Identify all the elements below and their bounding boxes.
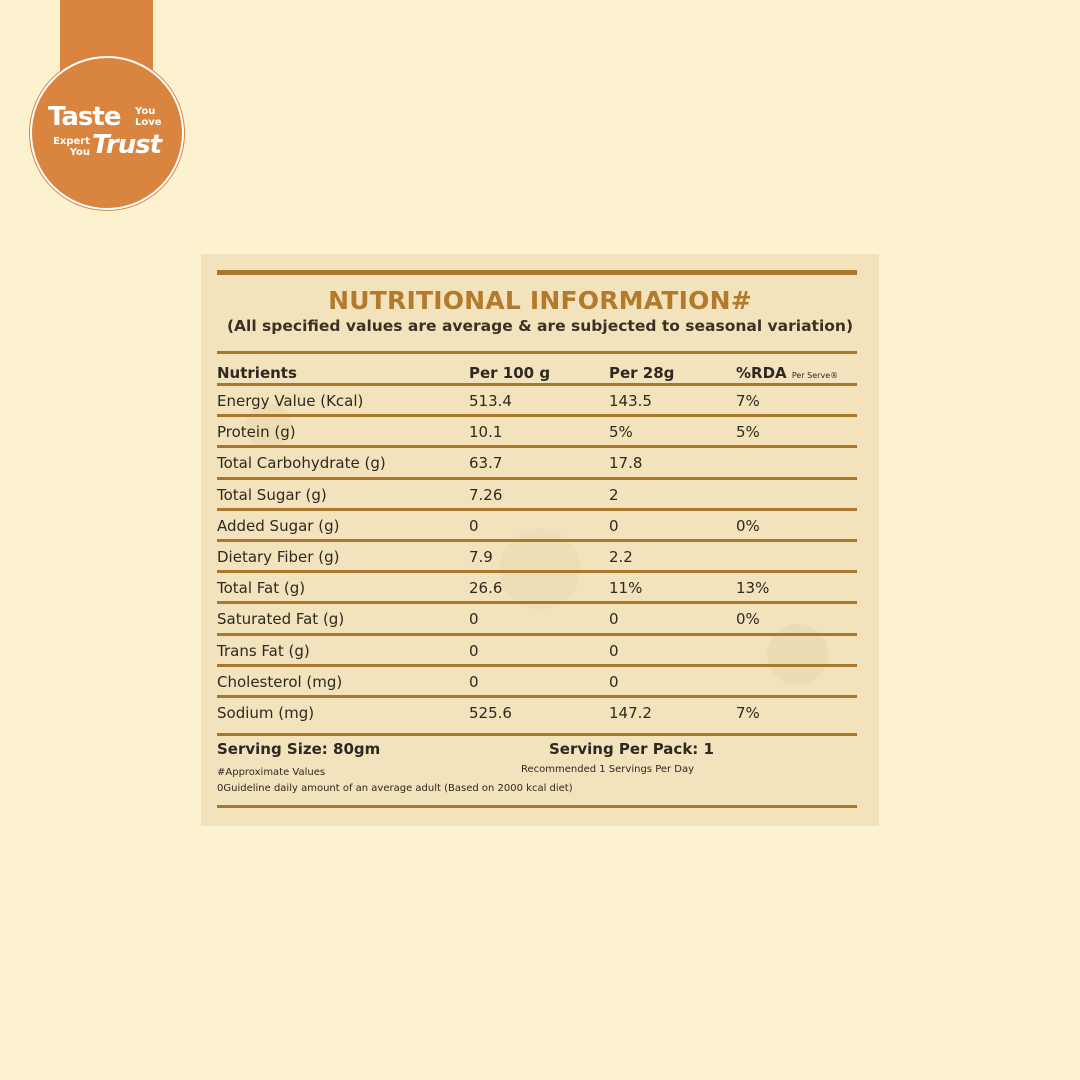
nutrient-name: Total Carbohydrate (g): [217, 454, 386, 473]
header-nutrients: Nutrients: [217, 364, 297, 382]
value-per-100g: 0: [469, 516, 479, 535]
serving-per-pack: Serving Per Pack: 1: [549, 740, 714, 758]
bottom-rule: [217, 805, 857, 808]
value-per-100g: 513.4: [469, 392, 512, 410]
top-rule: [217, 270, 857, 275]
table-row: [217, 417, 857, 445]
value-per-100g: 525.6: [469, 704, 512, 722]
value-per-100g: 10.1: [469, 423, 503, 442]
logo-word-you-love: You Love: [135, 106, 162, 128]
nutrient-name: Total Sugar (g): [217, 485, 327, 504]
value-rda: 7%: [736, 704, 760, 722]
header-per-28g: Per 28g: [609, 364, 675, 382]
guideline-note: 0Guideline daily amount of an average adult (Based on 2000 kcal diet): [217, 783, 573, 794]
panel-title: NUTRITIONAL INFORMATION#: [328, 286, 752, 315]
nutrient-name: Cholesterol (mg): [217, 672, 343, 691]
nutrient-name: Added Sugar (g): [217, 516, 340, 535]
nutrient-name: Total Fat (g): [217, 579, 306, 598]
table-row: [217, 480, 857, 508]
value-rda: 7%: [736, 392, 760, 410]
value-per-28g: 5%: [609, 423, 633, 442]
logo-word-expert-you: Expert You: [53, 136, 90, 158]
panel-subtitle: (All specified values are average & are subjected to seasonal variation): [226, 317, 854, 335]
value-rda: 0%: [736, 516, 760, 535]
value-per-100g: 0: [469, 672, 479, 691]
value-per-28g: 0: [609, 672, 619, 691]
value-per-100g: 7.26: [469, 485, 503, 504]
nutrient-name: Trans Fat (g): [217, 641, 310, 660]
nutrition-panel: [201, 254, 879, 826]
value-rda: 0%: [736, 610, 760, 629]
nutrient-name: Sodium (mg): [217, 704, 315, 722]
brand-logo-badge: [30, 56, 184, 210]
serving-size: Serving Size: 80gm: [217, 740, 381, 758]
table-row: [217, 667, 857, 695]
value-per-28g: 11%: [609, 579, 643, 598]
value-per-28g: 2.2: [609, 548, 633, 566]
value-per-100g: 0: [469, 610, 479, 629]
header-rda: %RDA Per Serve®: [736, 364, 839, 382]
nutrient-name: Energy Value (Kcal): [217, 392, 364, 410]
table-row: [217, 511, 857, 539]
table-row: [217, 604, 857, 632]
footer-top-rule: [217, 733, 857, 736]
value-per-100g: 7.9: [469, 548, 493, 566]
header-per-100g: Per 100 g: [469, 364, 551, 382]
value-per-28g: 143.5: [609, 392, 652, 410]
approx-note: #Approximate Values: [217, 767, 326, 778]
value-per-28g: 17.8: [609, 454, 643, 473]
table-row: [217, 386, 857, 414]
value-per-28g: 0: [609, 641, 619, 660]
value-per-28g: 2: [609, 485, 619, 504]
value-rda: 13%: [736, 579, 770, 598]
value-per-28g: 0: [609, 610, 619, 629]
nutrient-name: Protein (g): [217, 423, 296, 442]
logo-word-taste: Taste: [48, 102, 121, 132]
value-per-28g: 0: [609, 516, 619, 535]
value-per-100g: 26.6: [469, 579, 503, 598]
value-per-100g: 0: [469, 641, 479, 660]
table-header: [217, 358, 857, 386]
header-top-rule: [217, 351, 857, 354]
nutrient-name: Dietary Fiber (g): [217, 548, 340, 566]
table-row: [217, 448, 857, 476]
nutrient-name: Saturated Fat (g): [217, 610, 345, 629]
table-row: [217, 636, 857, 664]
table-row: [217, 698, 857, 726]
value-rda: 5%: [736, 423, 760, 442]
logo-word-trust: Trust: [92, 130, 162, 160]
recommended-note: Recommended 1 Servings Per Day: [521, 764, 695, 775]
table-row: [217, 573, 857, 601]
value-per-100g: 63.7: [469, 454, 503, 473]
value-per-28g: 147.2: [609, 704, 652, 722]
table-row: [217, 542, 857, 570]
